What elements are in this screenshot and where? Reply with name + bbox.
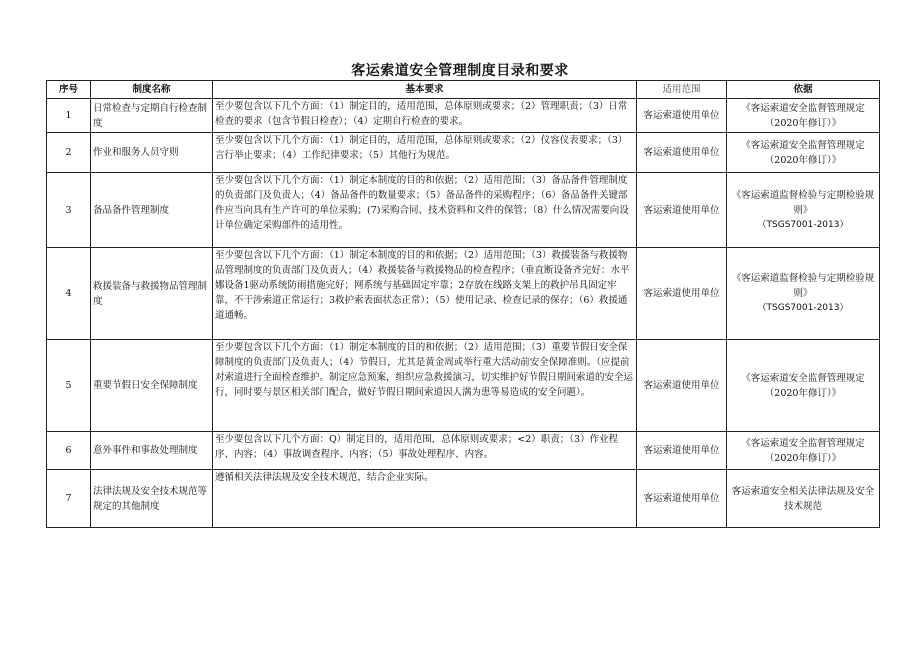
row-no: 4 <box>47 248 91 340</box>
header-scope: 适用范围 <box>637 81 727 99</box>
row-scope: 客运索道使用单位 <box>637 432 727 470</box>
row-name: 日常检查与定期自行检查制度 <box>91 99 213 133</box>
row-name: 意外事件和事故处理制度 <box>91 432 213 470</box>
basis-text: 《客运索道安全监督管理规定（2020年修订）》 <box>741 372 865 399</box>
basis-text: 《客运索道监督检验与定期检验规则》 <box>731 189 875 216</box>
row-name: 作业和服务人员守则 <box>91 133 213 173</box>
page-title: 客运索道安全管理制度目录和要求 <box>351 63 569 79</box>
header-no: 序号 <box>47 81 91 99</box>
table-row <box>47 173 880 248</box>
basis-text: 《客运索道安全监督管理规定（2020年修订）》 <box>741 102 865 129</box>
row-requirement: 至少要包含以下几个方面：（1）制定本制度的目的和依据；（2）适用范围；（3）备品备件管理制度的负责部门及负责人；（4）备品备件的数量要求；（5）备品备件的采购程序；（6）备品备件关键部件应当向具有生产许可的单位采购；(7)采购合同、技术资料和文件的保管；（8）什么情况需要向设计单位确定采购部件的适用性。 <box>213 173 637 248</box>
row-scope: 客运索道使用单位 <box>637 470 727 528</box>
row-no: 1 <box>47 99 91 133</box>
row-scope: 客运索道使用单位 <box>637 173 727 248</box>
row-scope: 客运索道使用单位 <box>637 99 727 133</box>
table-row <box>47 470 880 528</box>
row-name: 法律法规及安全技术规范等规定的其他制度 <box>91 470 213 528</box>
row-scope: 客运索道使用单位 <box>637 248 727 340</box>
row-basis <box>727 340 880 432</box>
row-requirement: 至少要包含以下几个方面：Q）制定目的，适用范围，总体原则或要求；<2）职责；（3）作业程序、内容；（4）事故调查程序、内容；（5）事故处理程序、内容。 <box>213 432 637 470</box>
row-name: 备品备件管理制度 <box>91 173 213 248</box>
row-basis <box>727 173 880 248</box>
basis-code: （TSGS7001-2013） <box>757 219 849 230</box>
table-row <box>47 340 880 432</box>
table-row <box>47 133 880 173</box>
row-basis <box>727 133 880 173</box>
row-requirement: 至少要包含以下几个方面：（1）制定目的，适用范围，总体原则或要求；（2）仪容仪表要求；（3）言行举止要求；（4）工作纪律要求；（5）其他行为规范。 <box>213 133 637 173</box>
basis-text: 客运索道安全相关法律法规及安全技术规范 <box>731 485 875 512</box>
basis-code: （TSGS7001-2013） <box>757 303 849 313</box>
header-name: 制度名称 <box>91 81 213 99</box>
basis-text: 《客运索道监督检验与定期检验规则》 <box>731 273 875 299</box>
row-name: 重要节假日安全保障制度 <box>91 340 213 432</box>
basis-text: 《客运索道安全监督管理规定（2020年修订）》 <box>741 437 865 464</box>
row-basis <box>727 470 880 528</box>
row-scope: 客运索道使用单位 <box>637 340 727 432</box>
table-row <box>47 99 880 133</box>
row-requirement: 至少要包含以下几个方面：（1）制定本制度的目的和依据；（2）适用范围；（3）重要节假日安全保障制度的负责部门及负责人；（4）节假日，尤其是黄金周或举行重大活动前安全保障准则。（应提前对索道进行全面检查维护。制定应急预案，组织应急救援演习，切实维护好节假日期间索道的安全运行，同时要与景区相关部门配合，做好节假日期间索道因人满为患等易造成的安全问题）。 <box>213 340 637 432</box>
row-name: 救援装备与救援物品管理制度 <box>91 248 213 340</box>
basis-text: 《客运索道安全监督管理规定（2020年修订）》 <box>741 139 865 166</box>
regulation-table <box>46 80 880 528</box>
header-requirement: 基本要求 <box>213 81 637 99</box>
row-basis <box>727 248 880 340</box>
row-requirement: 遵循相关法律法规及安全技术规范，结合企业实际。 <box>213 470 637 528</box>
row-no: 7 <box>47 470 91 528</box>
row-scope: 客运索道使用单位 <box>637 133 727 173</box>
header-basis: 依据 <box>727 81 880 99</box>
table-header-row <box>47 81 880 99</box>
row-basis <box>727 99 880 133</box>
row-requirement: 至少要包含以下几个方面：（1）制定目的，适用范围，总体原则或要求；（2）管理职责；（3）日常检查的要求（包含节假日检查）；（4）定期自行检查的要求。 <box>213 99 637 133</box>
row-no: 2 <box>47 133 91 173</box>
row-requirement: 至少要包含以下几个方面：（1）制定本制度的目的和依据；（2）适用范围；（3）救援装备与救援物品管理制度的负责部门及负责人；（4）救援装备与救援物品的检查程序；（垂直断设备齐完好：水平娜设备1驱动系统防雨措施完好；网系统与基础固定牢靠；2存放在线路支架上的救护吊具固定牢靠，不干涉索道正常运行；3救护索表面状态正常）；（5）使用记录、检查记录的保存；（6）救援通道通畅。 <box>213 248 637 340</box>
row-basis <box>727 432 880 470</box>
row-no: 5 <box>47 340 91 432</box>
table-row <box>47 432 880 470</box>
row-no: 6 <box>47 432 91 470</box>
table-row <box>47 248 880 340</box>
row-no: 3 <box>47 173 91 248</box>
